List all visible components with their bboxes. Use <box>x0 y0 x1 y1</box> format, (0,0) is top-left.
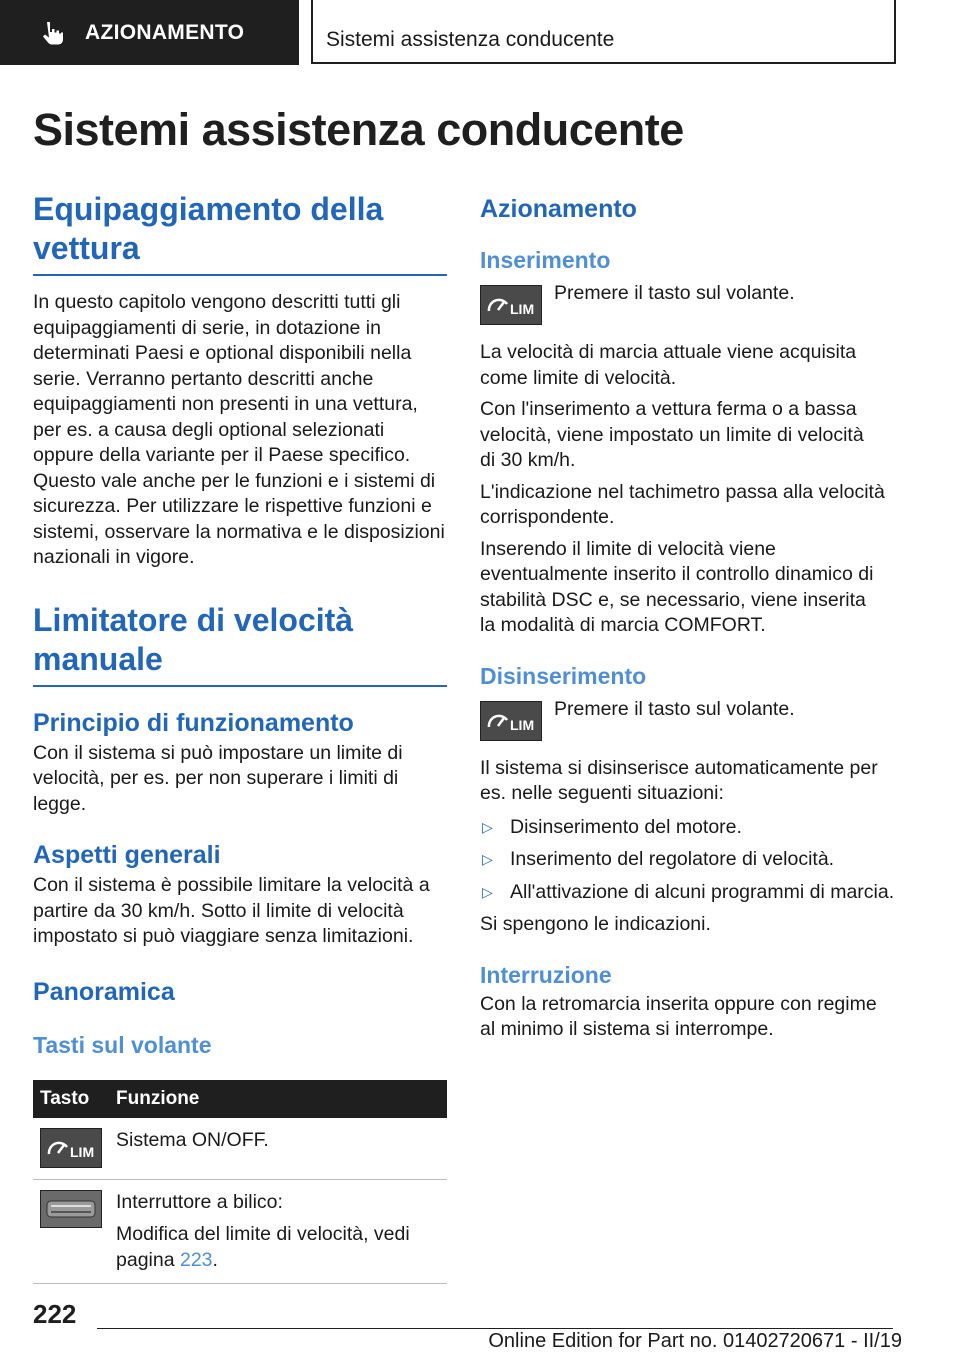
table-cell-icon <box>33 1179 109 1284</box>
table-col-function: Funzione <box>109 1080 447 1118</box>
page-number: 222 <box>33 1299 77 1329</box>
activation-p3: L'indicazione nel tachimetro passa alla velocità corrispondente. <box>480 480 885 528</box>
table-cell-icon <box>33 1118 109 1180</box>
rocker-switch-desc <box>116 1222 440 1273</box>
deactivation-press-text: Premere il tasto sul volante. <box>554 697 795 720</box>
list-item-text: Disinserimento del motore. <box>510 815 742 838</box>
section-tab <box>311 0 896 64</box>
triangle-bullet-icon: ▷ <box>482 818 493 835</box>
period: . <box>212 1248 218 1271</box>
steering-buttons-table <box>33 1080 447 1285</box>
rocker-switch-label: Interruttore a bilico: <box>116 1190 283 1213</box>
list-item-text: Inserimento del regolatore di velocità. <box>510 848 835 870</box>
equipment-text: In questo capitolo vengono descritti tutti gli equipaggiamenti di serie, in dotazione in determinati Paesi e optional disponibili nella serie. Verranno pertanto descritti anche equipaggiamenti non presenti in una vettura, per es. a causa degli optional selezionati oppure della variante per il Paese specifico. Questo vale anche per le funzioni e i sistemi di sicurezza. Per utilizzare le rispettive funzioni e sistemi, osservare la normativa e le disposizioni nazionali in vigore. <box>33 291 445 568</box>
table-row <box>33 1179 447 1284</box>
right-column <box>480 190 896 1043</box>
speed-limiter-lim-icon <box>480 285 542 325</box>
table-col-key: Tasto <box>33 1080 109 1118</box>
table-row <box>33 1118 447 1180</box>
speed-limiter-lim-icon <box>40 1128 102 1168</box>
deactivation-list <box>480 815 896 906</box>
svg-text:LIM: LIM <box>510 301 535 317</box>
rocker-switch-icon <box>40 1190 102 1228</box>
activation-p2: Con l'inserimento a vettura ferma o a bassa velocità, viene impostato un limite di velocità di 30 km/h. <box>480 398 864 471</box>
limiter-heading: Limitatore di velocità manuale <box>33 601 447 687</box>
operation-heading: Azionamento <box>480 195 637 223</box>
hand-pointer-icon <box>38 20 64 46</box>
principle-text: Con il sistema si può impostare un limite di velocità, per es. per non superare i limiti di legge. <box>33 741 403 815</box>
deactivation-p1: Il sistema si disinserisce automaticamente per es. nelle seguenti situazioni: <box>480 756 878 804</box>
speed-limiter-lim-icon <box>480 701 542 741</box>
general-heading: Aspetti generali <box>33 841 221 869</box>
deactivation-p2: Si spengono le indicazioni. <box>480 913 711 935</box>
deactivation-heading: Disinserimento <box>480 662 647 689</box>
general-text: Con il sistema è possibile limitare la velocità a partire da 30 km/h. Sotto il limite di velocità impostato si può viaggiare senza limitazioni. <box>33 874 430 947</box>
overview-heading: Panoramica <box>33 977 175 1006</box>
activation-p1: La velocità di marcia attuale viene acquisita come limite di velocità. <box>480 341 857 389</box>
table-cell-function <box>109 1179 447 1284</box>
svg-text:LIM: LIM <box>70 1143 95 1160</box>
triangle-bullet-icon: ▷ <box>482 851 493 867</box>
section-title: Sistemi assistenza conducente <box>326 28 615 51</box>
svg-text:LIM: LIM <box>510 716 535 733</box>
page-link-223[interactable]: 223 <box>179 1248 213 1271</box>
table-cell-function <box>109 1118 447 1180</box>
activation-p4: Inserendo il limite di velocità viene eventualmente inserito il controllo dinamico di stabilità DSC e, se necessario, viene inserita la modalità di marcia COMFORT. <box>480 537 874 636</box>
interruption-text: Con la retromarcia inserita oppure con regime al minimo il sistema si interrompe. <box>480 992 877 1040</box>
interruption-heading: Interruzione <box>480 961 612 988</box>
list-item <box>480 847 896 873</box>
page-title: Sistemi assistenza conducente <box>33 104 684 155</box>
activation-heading: Inserimento <box>480 247 611 273</box>
triangle-bullet-icon: ▷ <box>482 883 493 900</box>
footer-divider <box>97 1328 893 1329</box>
activation-press-text: Premere il tasto sul volante. <box>554 282 795 304</box>
left-column <box>33 190 447 1284</box>
table-header-row <box>33 1080 447 1118</box>
principle-heading: Principio di funzionamento <box>33 708 354 737</box>
chapter-title: AZIONAMENTO <box>85 20 245 44</box>
system-on-off-text: Sistema ON/OFF. <box>116 1128 269 1151</box>
footer-edition: Online Edition for Part no. 01402720671 - II/19 <box>488 1330 902 1352</box>
rocker-switch-desc-text: Modifica del limite di velocità, vedi pagina <box>116 1223 410 1271</box>
list-item <box>480 880 896 906</box>
equipment-heading: Equipaggiamento della vettura <box>33 190 447 276</box>
chapter-tab <box>0 0 299 65</box>
steering-buttons-heading: Tasti sul volante <box>33 1031 212 1058</box>
deactivation-button-row <box>480 697 896 741</box>
list-item <box>480 815 896 841</box>
activation-button-row <box>480 282 896 325</box>
list-item-text: All'attivazione di alcuni programmi di marcia. <box>510 880 895 903</box>
